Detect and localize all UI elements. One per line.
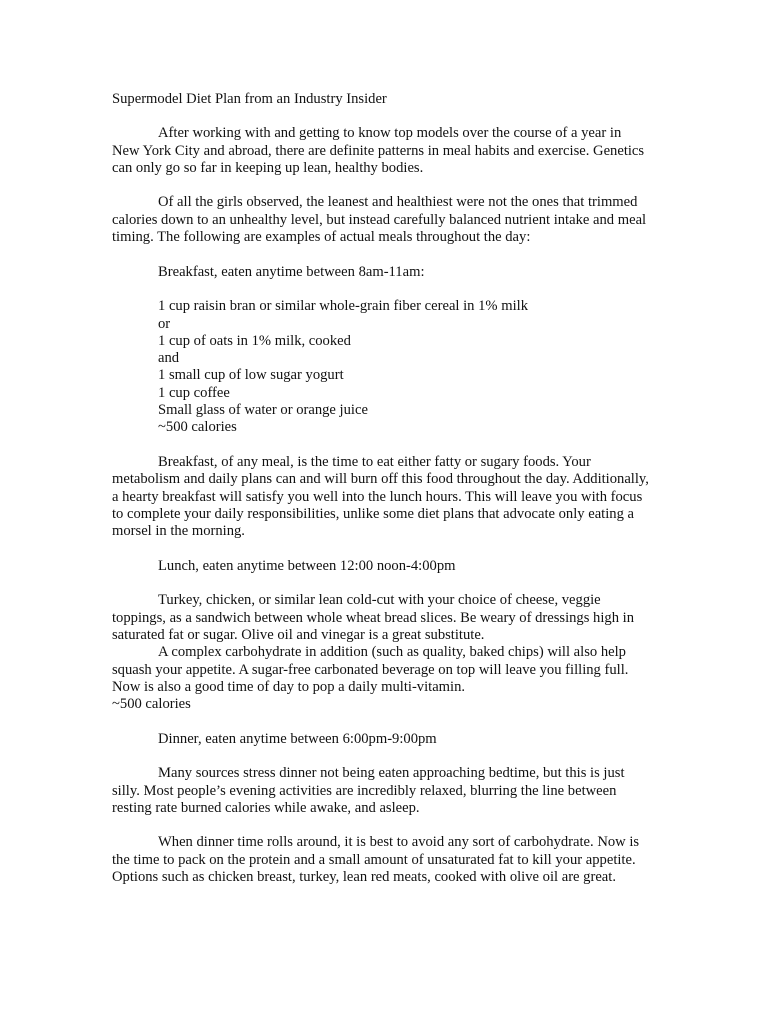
breakfast-list [158, 298, 652, 436]
intro-paragraph: Of all the girls observed, the leanest and healthiest were not the ones that trimmed calories down to an unhealthy level, but instead carefully balanced nutrient intake and meal timing. The following are examples of actual meals throughout the day: [112, 194, 647, 246]
breakfast-paragraph: Breakfast, of any meal, is the time to eat either fatty or sugary foods. Your metabolism and daily plans can and will burn off this food throughout the day. Additionally, a hearty breakfast will satisfy you well into the lunch hours. This will leave you with focus to complete your daily responsibilities, unlike some diet plans that advocate only eating a morsel in the morning. [112, 453, 649, 540]
list-item: 1 cup coffee [158, 384, 230, 401]
lunch-paragraph: A complex carbohydrate in addition (such as quality, baked chips) will also help squash your appetite. A sugar-free carbonated beverage on top will leave you filling full. Now is also a good time of day to pop a daily multi-vitamin. [112, 644, 629, 695]
list-item: 1 cup of oats in 1% milk, cooked [158, 332, 351, 349]
list-item: 1 cup raisin bran or similar whole-grain fiber cereal in 1% milk [158, 298, 528, 315]
lunch-heading: Lunch, eaten anytime between 12:00 noon-4:00pm [158, 557, 456, 574]
lunch-section [112, 592, 652, 713]
lunch-calories: ~500 calories [112, 696, 191, 713]
document-body [112, 91, 652, 904]
dinner-paragraph: Many sources stress dinner not being eaten approaching bedtime, but this is just silly. Most people’s evening activities are incredibly relaxed, blurring the line between resting rate burned calories while awake, and asleep. [112, 765, 625, 816]
list-item: or [158, 315, 171, 332]
list-item: ~500 calories [158, 419, 237, 436]
dinner-paragraph: When dinner time rolls around, it is best to avoid any sort of carbohydrate. Now is the time to pack on the protein and a small amount of unsaturated fat to kill your appetite. Options such as chicken breast, turkey, lean red meats, cooked with olive oil are great. [112, 834, 640, 886]
breakfast-heading: Breakfast, eaten anytime between 8am-11am: [158, 263, 425, 280]
intro-paragraph: After working with and getting to know top models over the course of a year in New York City and abroad, there are definite patterns in meal habits and exercise. Genetics can only go so far in keeping up lean, healthy bodies. [112, 125, 645, 176]
list-item: 1 small cup of low sugar yogurt [158, 367, 344, 384]
list-item: and [158, 350, 180, 367]
document-title: Supermodel Diet Plan from an Industry Insider [112, 91, 387, 107]
list-item: Small glass of water or orange juice [158, 402, 368, 419]
dinner-heading: Dinner, eaten anytime between 6:00pm-9:00pm [158, 730, 437, 747]
lunch-paragraph: Turkey, chicken, or similar lean cold-cut with your choice of cheese, veggie toppings, as a sandwich between whole wheat bread slices. Be weary of dressings high in saturated fat or sugar. Olive oil and vinegar is a great substitute. [112, 592, 634, 643]
